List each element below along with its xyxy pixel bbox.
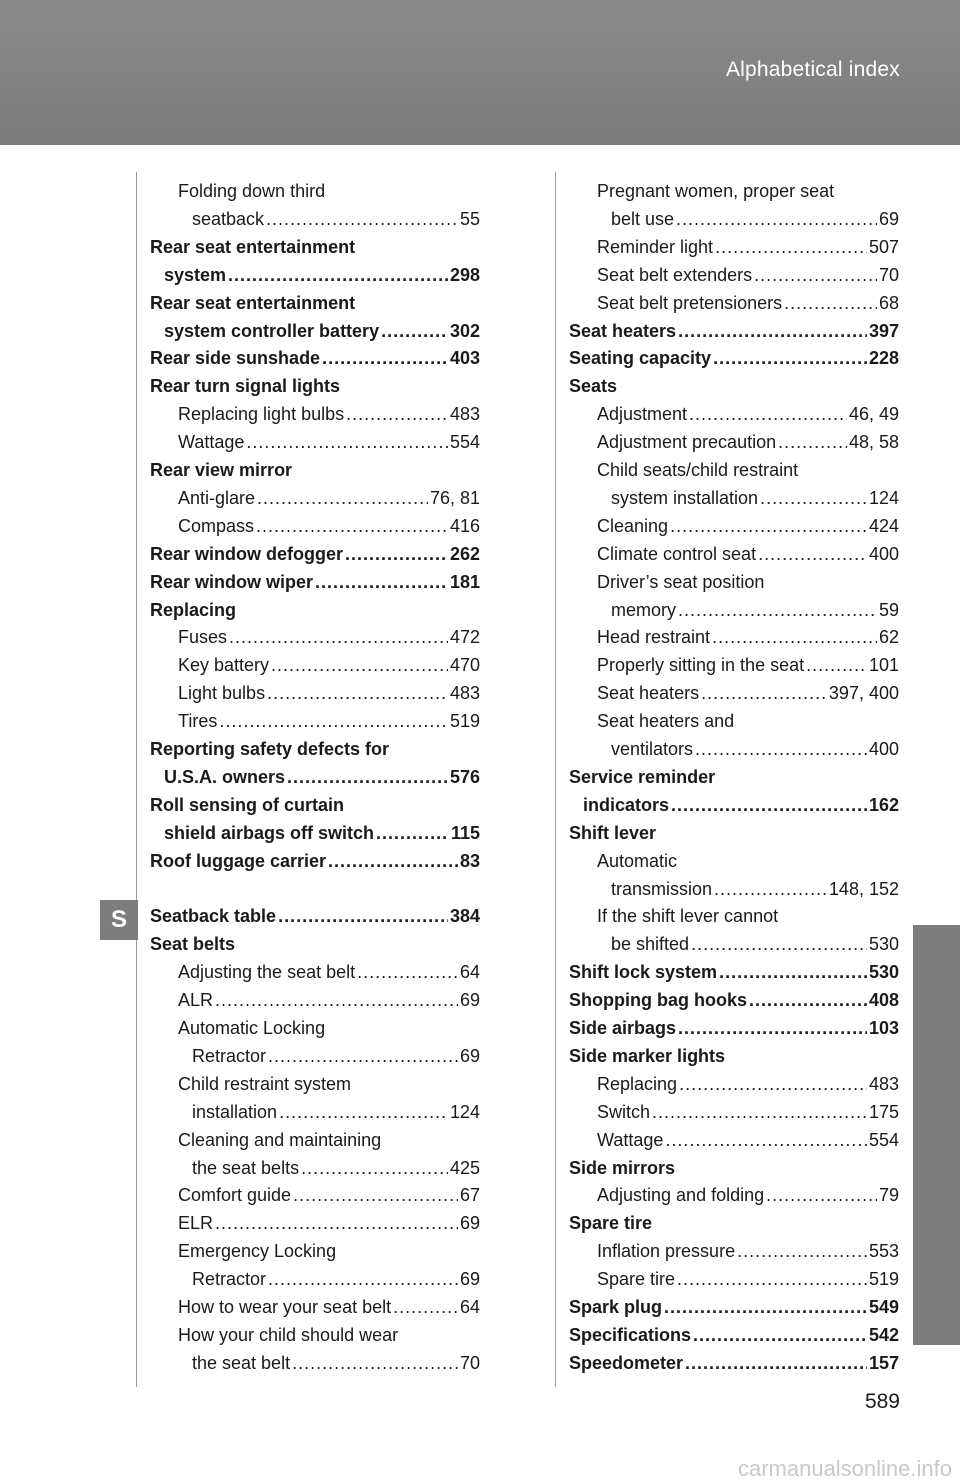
leader-dots [678,596,877,624]
index-entry-page: 62 [878,627,899,648]
leader-dots [246,428,448,456]
leader-dots [257,484,428,512]
index-entry-text: Seat heaters [597,683,700,704]
index-entry-text: Automatic Locking [178,1018,326,1038]
index-entry-text: If the shift lever cannot [597,906,779,927]
index-entry [192,205,480,233]
index-entry-text: Rear window wiper [150,571,314,592]
index-entry [178,1321,480,1349]
index-entry-page: 68 [878,292,899,313]
index-entry-page: 55 [459,208,480,229]
leader-dots [693,1321,867,1349]
index-entry-text: Key battery [178,655,270,676]
index-entry-text: Retractor [192,1045,267,1066]
index-entry-text: ALR [178,990,214,1011]
index-entry-text: How your child should wear [178,1324,399,1345]
index-entry-text: Specifications [569,1324,692,1345]
index-entry [150,540,480,568]
index-entry-text: indicators [583,794,670,815]
index-entry-text: Seat belt pretensioners [597,292,783,313]
index-entry-page: 397, 400 [828,683,899,704]
index-entry-text: Wattage [178,432,245,453]
index-entry [597,428,899,456]
index-entry-text: the seat belts [192,1157,300,1178]
index-entry-text: Rear window defogger [150,543,344,564]
index-entry-text: ELR [178,1213,214,1234]
index-entry [597,707,899,735]
index-entry-text: Speedometer [569,1352,684,1373]
leader-dots [754,261,877,289]
index-entry-page: 576 [449,766,480,787]
index-entry [178,651,480,679]
leader-dots [652,1098,867,1126]
index-entry [597,233,899,261]
index-entry [178,986,480,1014]
center-column-divider [555,172,556,1387]
index-entry [597,540,899,568]
leader-dots [376,819,449,847]
index-entry [150,930,480,958]
leader-dots [714,875,827,903]
index-entry-page: 69 [459,990,480,1011]
index-entry [164,763,480,791]
leader-dots [778,428,847,456]
chapter-edge-tab [913,925,960,1345]
index-entry-page: 64 [459,1297,480,1317]
index-entry [597,1126,899,1154]
index-entry [178,1293,480,1321]
index-entry [569,1349,899,1377]
leader-dots [749,986,867,1014]
leader-dots [712,623,877,651]
index-entry-page: 48, 58 [848,432,899,453]
index-entry-text: Wattage [597,1129,664,1150]
index-entry-text: seatback [192,208,265,229]
index-entry-page: 124 [868,487,899,508]
leader-dots [665,1126,867,1154]
leader-dots [685,1349,867,1377]
leader-dots [677,1265,867,1293]
index-entry-page: 124 [449,1101,480,1122]
index-entry-page: 69 [878,208,899,229]
index-entry [150,791,480,819]
index-entry-text: Shift lever [569,822,657,843]
index-entry [611,735,899,763]
index-entry-text: Pregnant women, proper seat [597,181,835,201]
index-entry [178,679,480,707]
index-entry [192,1154,480,1182]
index-entry-text: Compass [178,515,255,536]
index-entry-text: Cleaning [597,515,669,536]
index-entry-text: Rear seat entertainment [150,292,356,313]
index-entry-text: Shopping bag hooks [569,990,747,1011]
index-entry-page: 397 [868,320,899,341]
index-entry-page: 519 [868,1269,899,1290]
index-entry-page: 384 [449,906,480,927]
leader-dots [271,651,448,679]
index-entry [178,1237,480,1265]
index-entry-page: 175 [868,1101,899,1122]
index-entry [178,707,480,735]
index-entry [569,372,899,400]
leader-dots [215,986,458,1014]
index-entry-text: Rear seat entertainment [150,236,356,257]
index-entry [178,1181,480,1209]
index-entry-page: 59 [878,599,899,620]
index-entry-page: 298 [449,264,480,285]
leader-dots [393,1293,458,1321]
index-entry-text: Spark plug [569,1297,663,1317]
index-entry-text: Switch [597,1101,651,1122]
index-entry [569,986,899,1014]
index-entry-page: 483 [868,1073,899,1094]
index-entry-page: 181 [449,571,480,592]
index-entry-page: 400 [868,543,899,564]
index-entry-text: Child restraint system [178,1073,352,1094]
index-entry-text: be shifted [611,934,690,955]
leader-dots [292,1349,458,1377]
leader-dots [679,1070,867,1098]
index-entry [611,205,899,233]
index-entry-text: Seat belt extenders [597,264,753,285]
index-entry-page: 69 [459,1213,480,1234]
index-entry-page: 553 [868,1241,899,1262]
index-entry-text: memory [611,599,677,620]
index-entry-text: Child seats/child restraint [597,460,799,480]
index-entry [178,177,480,205]
index-entry-page: 76, 81 [429,487,480,508]
section-tab-s: S [100,900,138,940]
leader-dots [279,1098,448,1126]
index-entry-text: Properly sitting in the seat [597,655,805,676]
leader-dots [268,1042,458,1070]
header-title: Alphabetical index [725,58,900,81]
index-entry-page: 416 [449,515,480,536]
index-entry-page: 115 [450,822,480,843]
index-entry-text: Roll sensing of curtain [150,794,345,815]
leader-dots [678,317,867,345]
leader-dots [268,1265,458,1293]
index-entry [611,484,899,512]
leader-dots [671,791,867,819]
index-entry-page: 554 [449,432,480,453]
leader-dots [219,707,448,735]
leader-dots [315,568,448,596]
leader-dots [293,1181,458,1209]
index-entry-page: 162 [868,794,899,815]
index-entry [192,1042,480,1070]
index-entry [178,512,480,540]
leader-dots [670,512,867,540]
index-entry [597,289,899,317]
index-entry-text: Seats [569,376,618,397]
leader-dots [345,540,448,568]
index-entry [569,1014,899,1042]
index-entry [192,1265,480,1293]
leader-dots [381,317,448,345]
page-header [0,0,960,145]
leader-dots [695,735,867,763]
leader-dots [806,651,867,679]
index-entry [192,1098,480,1126]
index-entry-text: Side marker lights [569,1045,726,1066]
index-entry [178,1209,480,1237]
index-spacer [150,875,480,903]
index-entry-text: system [164,264,227,285]
index-entry [150,456,480,484]
index-entry [611,875,899,903]
index-entry-text: Climate control seat [597,543,757,564]
index-entry-page: 424 [868,515,899,536]
index-entry [164,317,480,345]
index-entry-page: 67 [459,1185,480,1206]
index-entry [178,400,480,428]
index-entry-text: Seat heaters and [597,711,735,732]
index-entry-page: 148, 152 [828,878,899,899]
index-entry [150,902,480,930]
index-entry [178,958,480,986]
index-entry-page: 69 [459,1045,480,1066]
index-entry-page: 425 [449,1157,480,1178]
index-entry-text: Automatic [597,850,678,871]
leader-dots [676,205,877,233]
index-entry [597,512,899,540]
index-entry-text: U.S.A. owners [164,766,286,787]
index-entry [192,1349,480,1377]
index-entry [150,735,480,763]
leader-dots [758,540,867,568]
leader-dots [346,400,448,428]
index-entry-text: How to wear your seat belt [178,1297,392,1317]
index-entry [569,1321,899,1349]
index-entry-page: 103 [868,1018,899,1038]
index-entry [150,344,480,372]
index-entry-page: 408 [868,990,899,1011]
index-entry-text: Spare tire [597,1269,676,1290]
leader-dots [266,205,458,233]
index-entry-page: 403 [449,348,480,369]
index-entry-text: installation [192,1101,278,1122]
index-entry [150,233,480,261]
index-entry [569,1293,899,1321]
index-entry [597,902,899,930]
index-entry-text: Replacing [150,599,237,620]
index-entry-text: Rear side sunshade [150,348,321,369]
index-entry-page: 549 [868,1297,899,1317]
index-entry-text: Replacing light bulbs [178,404,345,425]
index-entry [597,1265,899,1293]
index-entry-text: Side mirrors [569,1157,676,1178]
index-entry-text: Adjusting the seat belt [178,962,356,983]
index-entry-text: Seat belts [150,934,236,955]
index-entry-page: 302 [449,320,480,341]
index-entry [611,596,899,624]
leader-dots [287,763,448,791]
index-entry [597,679,899,707]
index-entry [150,289,480,317]
index-entry [150,847,480,875]
index-entry-text: Service reminder [569,766,716,787]
index-entry-page: 46, 49 [848,404,899,425]
index-entry-text: Comfort guide [178,1185,292,1206]
leader-dots [691,930,867,958]
leader-dots [301,1154,448,1182]
index-entry [150,372,480,400]
index-entry [597,261,899,289]
left-column-divider [136,172,137,1387]
index-entry [150,568,480,596]
leader-dots [689,400,847,428]
index-entry [597,1070,899,1098]
index-entry-text: Adjustment precaution [597,432,777,453]
index-entry-text: Cleaning and maintaining [178,1129,382,1150]
index-entry-page: 101 [868,655,899,676]
index-entry [569,763,899,791]
index-entry [597,177,899,205]
index-entry-text: shield airbags off switch [164,822,375,843]
index-entry [178,623,480,651]
leader-dots [215,1209,458,1237]
leader-dots [678,1014,867,1042]
leader-dots [328,847,458,875]
index-entry-text: Reminder light [597,236,714,257]
index-entry [597,1098,899,1126]
leader-dots [278,902,448,930]
index-entry-page: 157 [868,1352,899,1373]
index-entry-page: 519 [449,711,480,732]
index-entry-text: Inflation pressure [597,1241,736,1262]
leader-dots [322,344,448,372]
leader-dots [713,344,867,372]
index-entry-text: Rear turn signal lights [150,376,341,397]
index-entry-text: the seat belt [192,1352,291,1373]
index-entry-text: Driver’s seat position [597,571,765,592]
leader-dots [719,958,867,986]
index-entry-page: 530 [868,962,899,983]
index-entry-text: Light bulbs [178,683,266,704]
leader-dots [784,289,877,317]
index-entry [597,456,899,484]
index-entry-text: Replacing [597,1073,678,1094]
index-entry-text: Seat heaters [569,320,677,341]
index-entry-text: system installation [611,487,759,508]
index-entry-page: 472 [449,627,480,648]
index-entry-text: Head restraint [597,627,711,648]
page-number: 589 [864,1390,900,1413]
leader-dots [715,233,867,261]
index-entry-text: Retractor [192,1269,267,1290]
index-entry [597,651,899,679]
index-entry-page: 400 [868,739,899,759]
index-entry [611,930,899,958]
index-entry-text: Reporting safety defects for [150,739,390,759]
leader-dots [256,512,448,540]
index-entry-page: 542 [868,1324,899,1345]
leader-dots [760,484,867,512]
leader-dots [664,1293,867,1321]
index-entry [178,1014,480,1042]
index-entry [164,261,480,289]
index-entry-text: Shift lock system [569,962,718,983]
index-entry [597,1181,899,1209]
index-entry-text: system controller battery [164,320,380,341]
index-entry-page: 483 [449,404,480,425]
index-entry [569,344,899,372]
index-entry [569,1042,899,1070]
index-entry-text: Roof luggage carrier [150,850,327,871]
index-entry [597,568,899,596]
leader-dots [228,261,448,289]
leader-dots [357,958,458,986]
index-entry-page: 470 [449,655,480,676]
index-entry [178,428,480,456]
leader-dots [766,1181,877,1209]
index-entry-text: ventilators [611,739,694,759]
watermark: carmanualsonline.info [737,1456,952,1481]
index-entry-text: Adjusting and folding [597,1185,765,1206]
index-entry-text: Side airbags [569,1018,677,1038]
index-entry-page: 70 [878,264,899,285]
index-entry-page: 70 [459,1352,480,1373]
leader-dots [701,679,827,707]
index-entry-page: 262 [449,543,480,564]
index-entry-page: 554 [868,1129,899,1150]
index-entry-text: Rear view mirror [150,460,293,480]
index-entry-text: belt use [611,208,675,229]
index-entry-text: Tires [178,711,218,732]
index-entry [569,317,899,345]
leader-dots [737,1237,867,1265]
index-entry [178,1126,480,1154]
index-entry-text: Folding down third [178,181,326,201]
index-entry-text: Seatback table [150,906,277,927]
leader-dots [267,679,448,707]
index-entry-page: 483 [449,683,480,704]
leader-dots [229,623,448,651]
index-entry-text: Emergency Locking [178,1241,337,1262]
index-entry-text: Spare tire [569,1213,653,1234]
index-entry-page: 228 [868,348,899,369]
index-entry-text: transmission [611,878,713,899]
index-entry-text: Fuses [178,627,228,648]
index-entry [569,1154,899,1182]
index-entry [569,1209,899,1237]
index-entry-text: Adjustment [597,404,688,425]
index-entry-page: 530 [868,934,899,955]
index-entry-text: Anti-glare [178,487,256,508]
index-entry [597,400,899,428]
index-entry [597,623,899,651]
index-entry-text: Seating capacity [569,348,712,369]
index-entry-page: 79 [878,1185,899,1206]
index-entry [583,791,899,819]
index-entry [569,958,899,986]
index-entry [178,484,480,512]
index-entry [164,819,480,847]
index-entry-page: 507 [868,236,899,257]
index-entry [569,819,899,847]
index-entry-page: 64 [459,962,480,983]
index-entry-page: 69 [459,1269,480,1290]
index-entry-page: 83 [459,850,480,871]
index-entry [178,1070,480,1098]
index-entry [597,847,899,875]
index-entry [150,596,480,624]
index-entry [597,1237,899,1265]
